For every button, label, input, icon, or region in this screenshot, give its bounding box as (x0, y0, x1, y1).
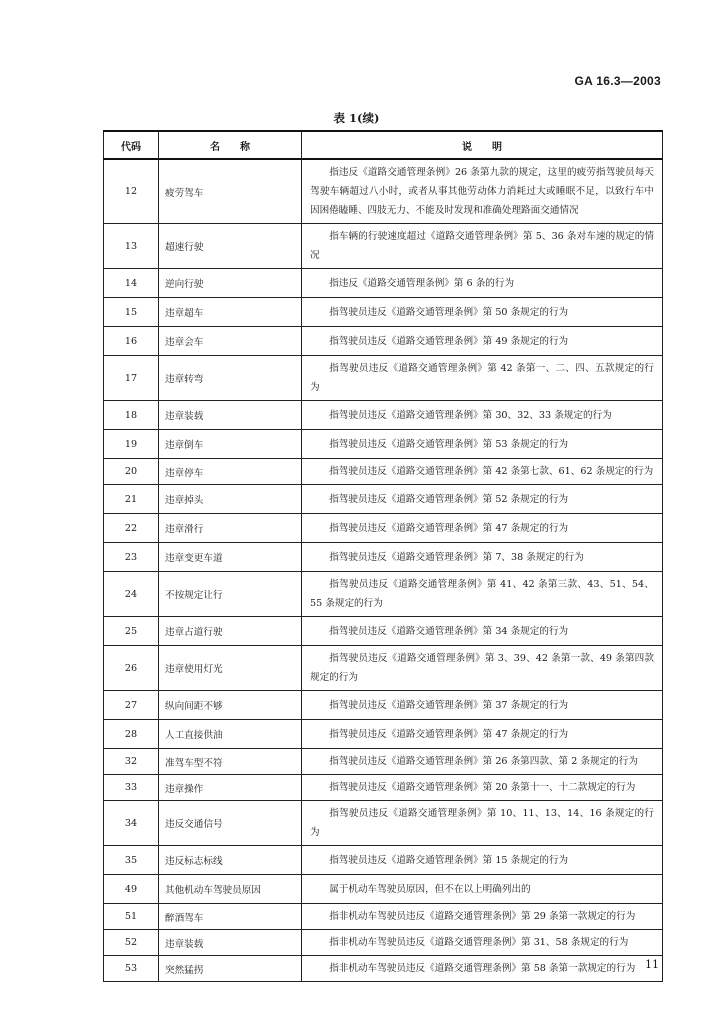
row-code: 20 (104, 459, 159, 485)
row-code: 23 (104, 543, 159, 572)
row-code: 19 (104, 430, 159, 459)
table-row (104, 572, 663, 617)
row-code: 28 (104, 720, 159, 749)
table-row (104, 356, 663, 401)
table-header-row (104, 131, 663, 159)
row-description: 指驾驶员违反《道路交通管理条例》第 37 条规定的行为 (302, 691, 663, 720)
row-name: 违章停车 (159, 459, 302, 485)
row-description: 指驾驶员违反《道路交通管理条例》第 41、42 条第三款、43、51、54、55 条规定的行为 (302, 572, 663, 617)
row-code: 18 (104, 401, 159, 430)
table-row (104, 875, 663, 904)
table-row (104, 459, 663, 485)
row-code: 22 (104, 514, 159, 543)
row-description: 指驾驶员违反《道路交通管理条例》第 10、11、13、14、16 条规定的行为 (302, 801, 663, 846)
table-row (104, 720, 663, 749)
row-code: 26 (104, 646, 159, 691)
table-row (104, 904, 663, 930)
row-description: 指非机动车驾驶员违反《道路交通管理条例》第 31、58 条规定的行为 (302, 930, 663, 956)
page-number: 11 (645, 958, 659, 971)
row-name: 违章装载 (159, 401, 302, 430)
table-title: 表 1(续) (333, 111, 380, 125)
table-row (104, 401, 663, 430)
table-row (104, 224, 663, 269)
row-description: 指驾驶员违反《道路交通管理条例》第 34 条规定的行为 (302, 617, 663, 646)
row-description: 指驾驶员违反《道路交通管理条例》第 50 条规定的行为 (302, 298, 663, 327)
row-name: 违章会车 (159, 327, 302, 356)
row-code: 17 (104, 356, 159, 401)
row-description: 指违反《道路交通管理条例》第 6 条的行为 (302, 269, 663, 298)
row-name: 逆向行驶 (159, 269, 302, 298)
row-name: 违章转弯 (159, 356, 302, 401)
table-row (104, 956, 663, 982)
row-code: 15 (104, 298, 159, 327)
header-desc: 说 明 (302, 131, 663, 159)
row-description: 指车辆的行驶速度超过《道路交通管理条例》第 5、36 条对车速的规定的情况 (302, 224, 663, 269)
table-row (104, 514, 663, 543)
row-name: 违章使用灯光 (159, 646, 302, 691)
row-name: 违章变更车道 (159, 543, 302, 572)
row-name: 人工直接供油 (159, 720, 302, 749)
row-code: 51 (104, 904, 159, 930)
row-name: 违反交通信号 (159, 801, 302, 846)
table-row (104, 691, 663, 720)
row-description: 指驾驶员违反《道路交通管理条例》第 52 条规定的行为 (302, 485, 663, 514)
row-name: 纵向间距不够 (159, 691, 302, 720)
row-description: 指驾驶员违反《道路交通管理条例》第 15 条规定的行为 (302, 846, 663, 875)
row-code: 25 (104, 617, 159, 646)
row-description: 指驾驶员违反《道路交通管理条例》第 47 条规定的行为 (302, 514, 663, 543)
row-code: 33 (104, 775, 159, 801)
row-code: 21 (104, 485, 159, 514)
row-code: 14 (104, 269, 159, 298)
row-description: 指驾驶员违反《道路交通管理条例》第 42 条第一、二、四、五款规定的行为 (302, 356, 663, 401)
row-description: 指非机动车驾驶员违反《道路交通管理条例》第 29 条第一款规定的行为 (302, 904, 663, 930)
table-row (104, 775, 663, 801)
row-description: 指驾驶员违反《道路交通管理条例》第 26 条第四款、第 2 条规定的行为 (302, 749, 663, 775)
header-name: 名 称 (159, 131, 302, 159)
table-row (104, 485, 663, 514)
row-description: 指违反《道路交通管理条例》26 条第九款的规定，这里的疲劳指驾驶员每天驾驶车辆超过八小时，或者从事其他劳动体力消耗过大或睡眠不足，以致行车中因困倦瞌睡、四肢无力、不能及时发现和准确处理路面交通情况 (302, 159, 663, 224)
row-description: 指驾驶员违反《道路交通管理条例》第 42 条第七款、61、62 条规定的行为 (302, 459, 663, 485)
row-name: 违章倒车 (159, 430, 302, 459)
table-row (104, 801, 663, 846)
row-code: 12 (104, 159, 159, 224)
row-name: 违章滑行 (159, 514, 302, 543)
table-row (104, 646, 663, 691)
header-code: 代码 (104, 131, 159, 159)
row-description: 指非机动车驾驶员违反《道路交通管理条例》第 58 条第一款规定的行为 (302, 956, 663, 982)
row-name: 突然猛拐 (159, 956, 302, 982)
table-row (104, 749, 663, 775)
table-row (104, 430, 663, 459)
row-description: 指驾驶员违反《道路交通管理条例》第 47 条规定的行为 (302, 720, 663, 749)
row-description: 指驾驶员违反《道路交通管理条例》第 20 条第十一、十二款规定的行为 (302, 775, 663, 801)
row-description: 指驾驶员违反《道路交通管理条例》第 49 条规定的行为 (302, 327, 663, 356)
row-code: 52 (104, 930, 159, 956)
row-name: 违章操作 (159, 775, 302, 801)
table-row (104, 617, 663, 646)
row-name: 准驾车型不符 (159, 749, 302, 775)
table-row (104, 846, 663, 875)
table-row (104, 543, 663, 572)
row-name: 疲劳驾车 (159, 159, 302, 224)
row-name: 违章超车 (159, 298, 302, 327)
row-code: 49 (104, 875, 159, 904)
row-code: 13 (104, 224, 159, 269)
row-description: 指驾驶员违反《道路交通管理条例》第 53 条规定的行为 (302, 430, 663, 459)
row-description: 指驾驶员违反《道路交通管理条例》第 30、32、33 条规定的行为 (302, 401, 663, 430)
row-name: 其他机动车驾驶员原因 (159, 875, 302, 904)
row-name: 超速行驶 (159, 224, 302, 269)
row-code: 24 (104, 572, 159, 617)
row-name: 违章占道行驶 (159, 617, 302, 646)
row-description: 指驾驶员违反《道路交通管理条例》第 3、39、42 条第一款、49 条第四款规定的行为 (302, 646, 663, 691)
row-description: 属于机动车驾驶员原因，但不在以上明确列出的 (302, 875, 663, 904)
table-row (104, 159, 663, 224)
row-name: 违章掉头 (159, 485, 302, 514)
row-code: 16 (104, 327, 159, 356)
table-row (104, 298, 663, 327)
row-description: 指驾驶员违反《道路交通管理条例》第 7、38 条规定的行为 (302, 543, 663, 572)
table-row (104, 327, 663, 356)
standard-code: GA 16.3—2003 (574, 74, 661, 88)
table-row (104, 930, 663, 956)
table-row (104, 269, 663, 298)
classification-table (103, 130, 663, 982)
row-code: 53 (104, 956, 159, 982)
row-code: 35 (104, 846, 159, 875)
row-name: 醉酒驾车 (159, 904, 302, 930)
row-code: 27 (104, 691, 159, 720)
table-body (104, 159, 663, 982)
row-name: 不按规定让行 (159, 572, 302, 617)
row-name: 违反标志标线 (159, 846, 302, 875)
row-name: 违章装载 (159, 930, 302, 956)
row-code: 32 (104, 749, 159, 775)
row-code: 34 (104, 801, 159, 846)
